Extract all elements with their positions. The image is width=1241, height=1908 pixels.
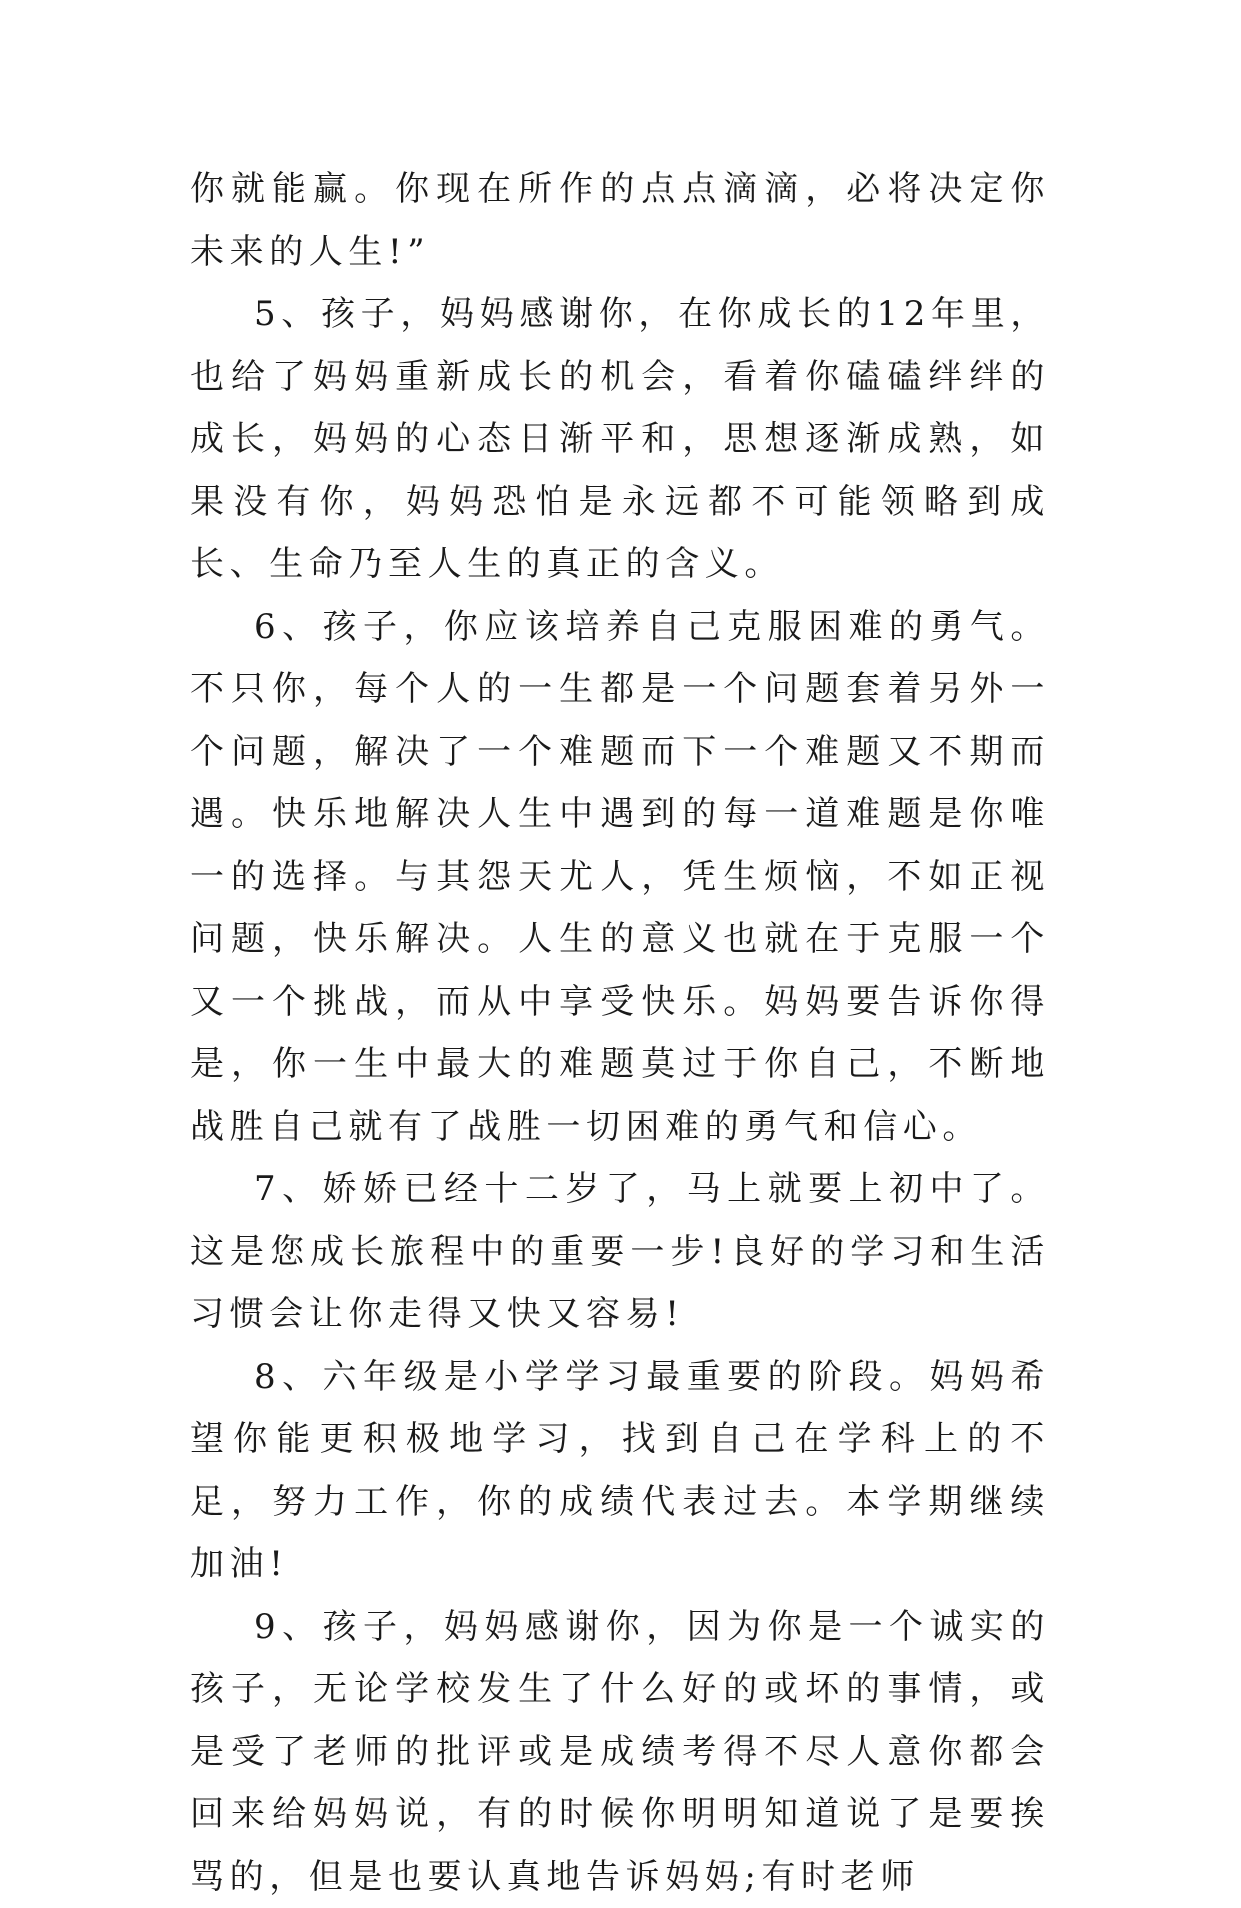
paragraph-item-6: 6、孩子，你应该培养自己克服困难的勇气。不只你，每个人的一生都是一个问题套着另外一个问题，解决了一个难题而下一个难题又不期而遇。快乐地解决人生中遇到的每一道难题是你唯一的选择。与其怨天尤人，凭生烦恼，不如正视问题，快乐解决。人生的意义也就在于克服一个又一个挑战，而从中享受快乐。妈妈要告诉你得是，你一生中最大的难题莫过于你自己，不断地战胜自己就有了战胜一切困难的勇气和信心。 [190,596,1050,1159]
paragraph-item-7: 7、娇娇已经十二岁了，马上就要上初中了。这是您成长旅程中的重要一步!良好的学习和生活习惯会让你走得又快又容易! [190,1158,1050,1346]
paragraph-item-5: 5、孩子，妈妈感谢你，在你成长的12年里，也给了妈妈重新成长的机会，看着你磕磕绊绊的成长，妈妈的心态日渐平和，思想逐渐成熟，如果没有你，妈妈恐怕是永远都不可能领略到成长、生命乃至人生的真正的含义。 [190,283,1050,596]
paragraph-item-8: 8、六年级是小学学习最重要的阶段。妈妈希望你能更积极地学习，找到自己在学科上的不足，努力工作，你的成绩代表过去。本学期继续加油! [190,1346,1050,1596]
paragraph-continuation: 你就能赢。你现在所作的点点滴滴，必将决定你未来的人生!” [190,158,1050,283]
document-body [190,158,1050,1908]
paragraph-item-9: 9、孩子，妈妈感谢你，因为你是一个诚实的孩子，无论学校发生了什么好的或坏的事情，或是受了老师的批评或是成绩考得不尽人意你都会回来给妈妈说，有的时候你明明知道说了是要挨骂的，但是也要认真地告诉妈妈;有时老师 [190,1596,1050,1908]
